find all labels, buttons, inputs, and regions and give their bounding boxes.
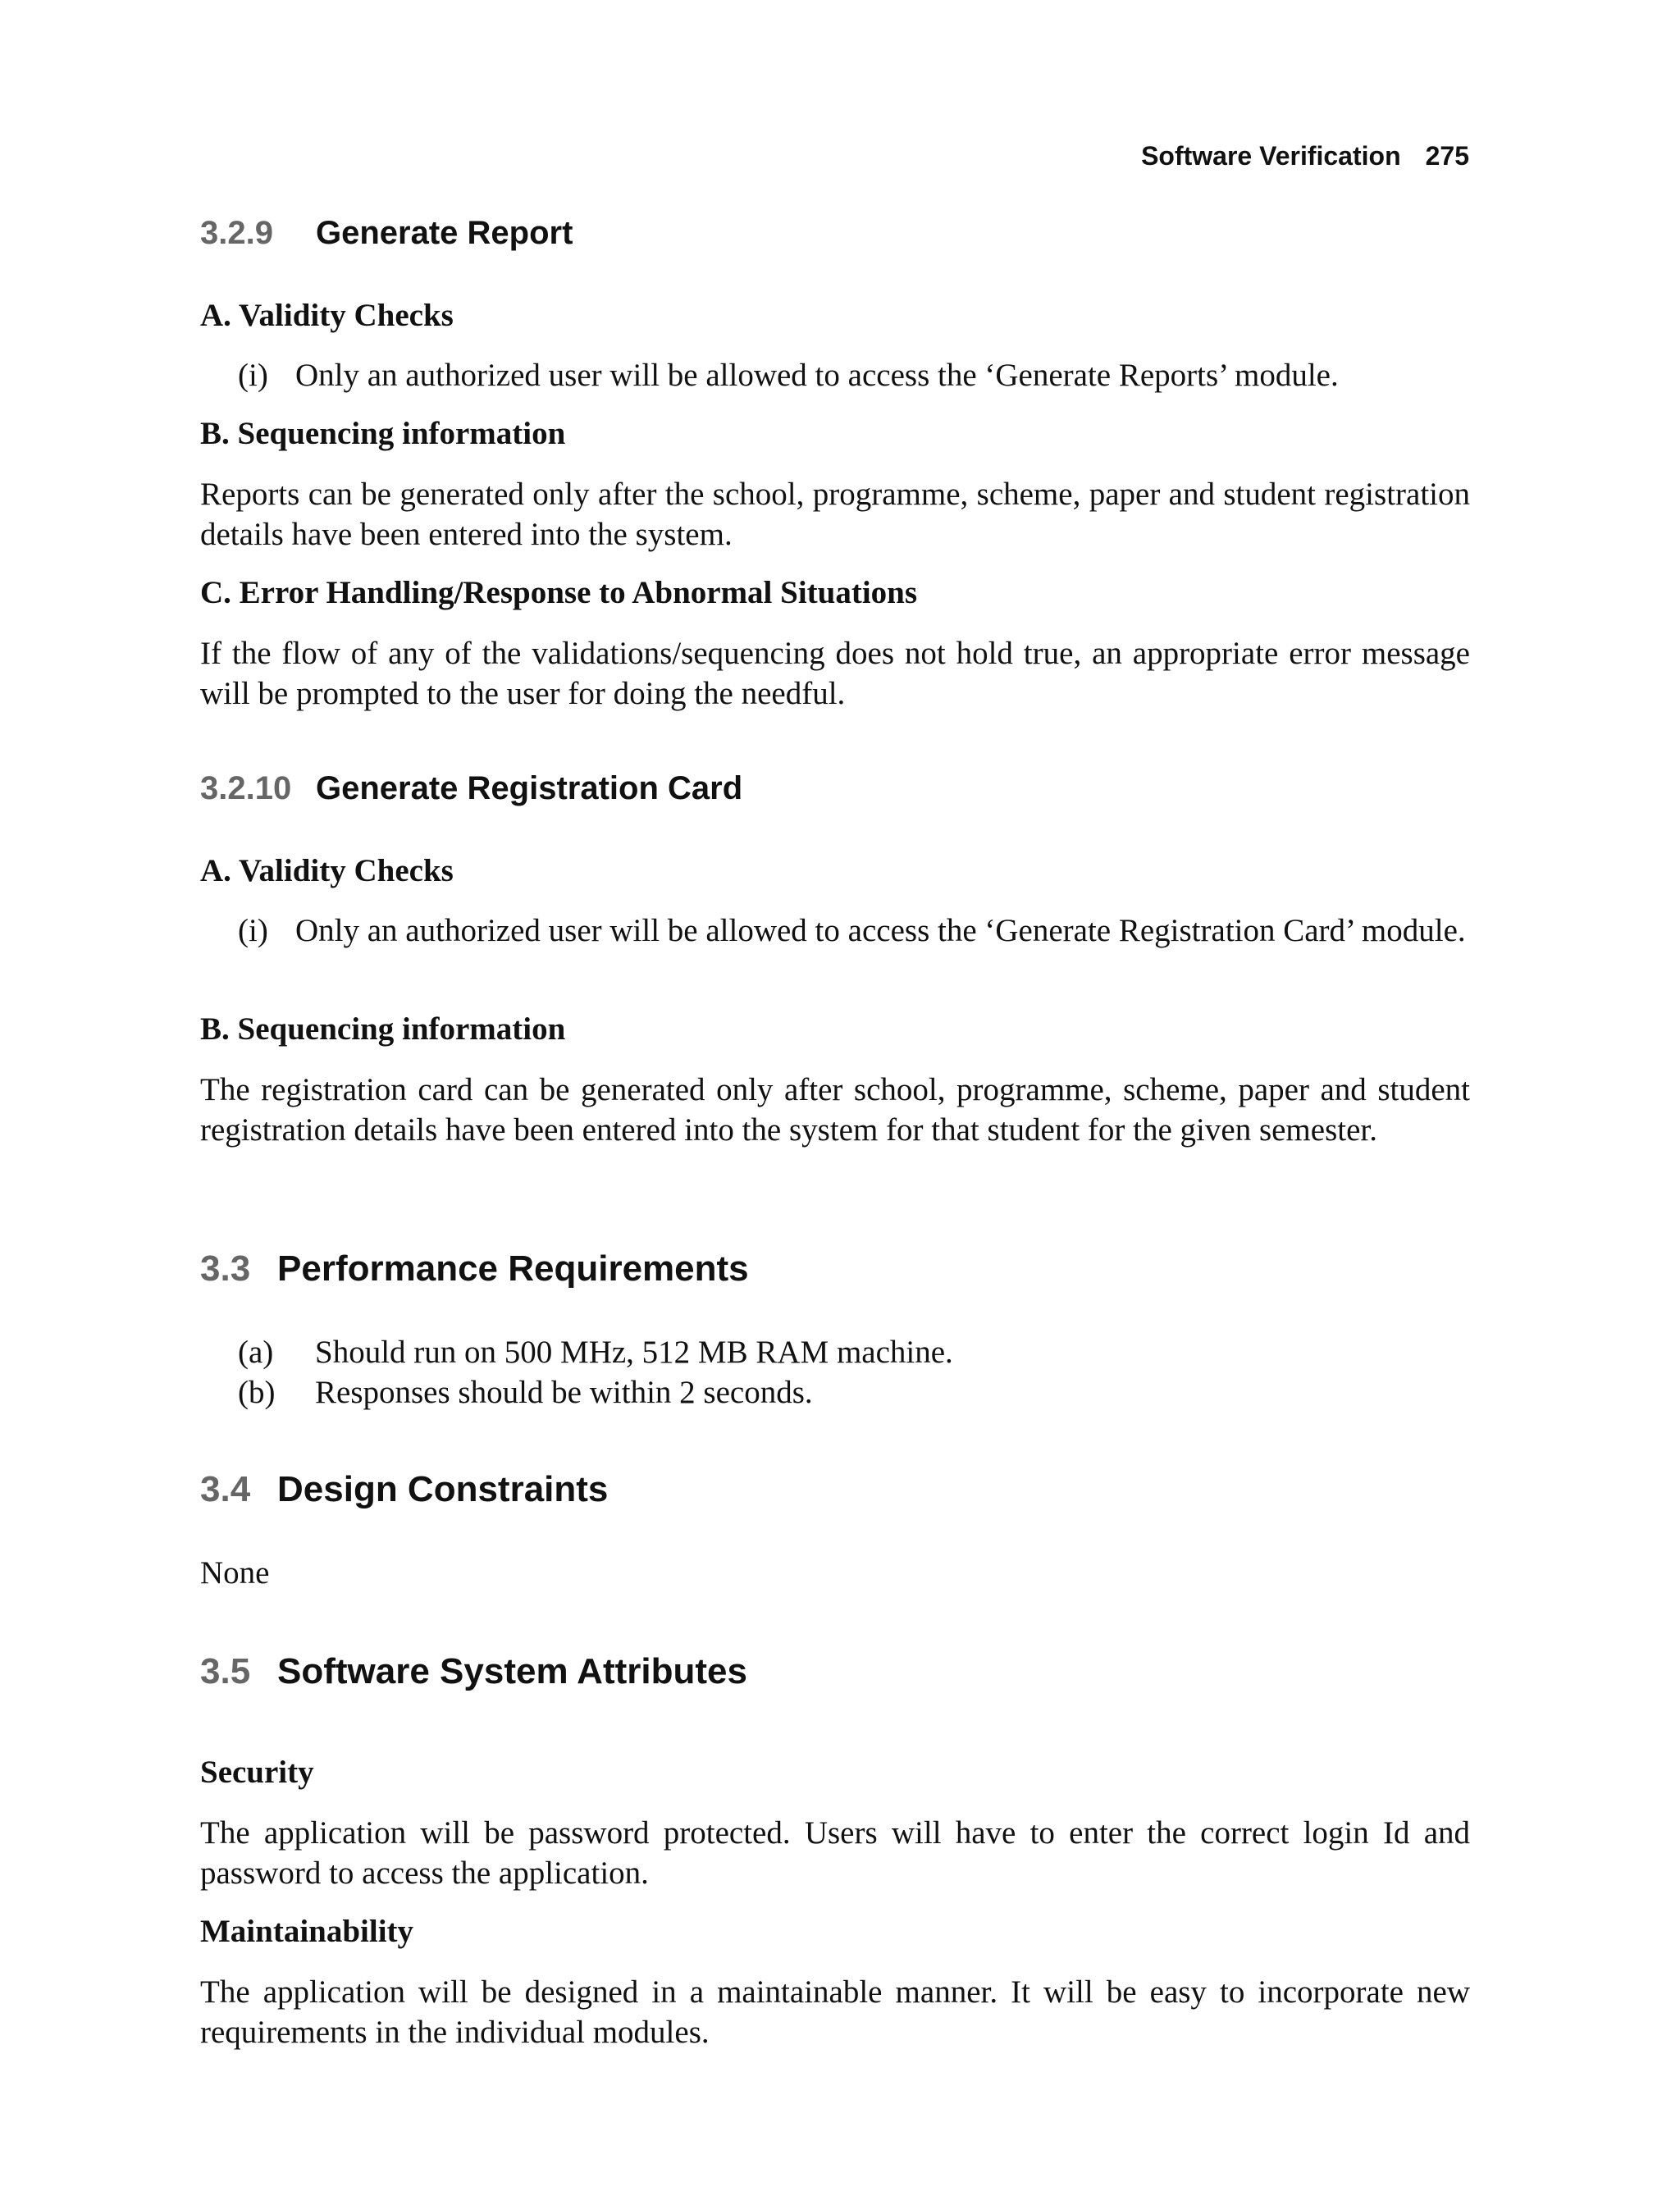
section-heading-3-3	[200, 1248, 749, 1289]
section-heading-3-2-10	[200, 770, 742, 807]
section-number: 3.3	[200, 1248, 251, 1289]
running-header	[1141, 141, 1469, 171]
list-item-label: (i)	[238, 913, 268, 948]
subheading-validity-checks: A. Validity Checks	[200, 853, 454, 888]
paragraph: None	[200, 1555, 270, 1591]
subheading-maintainability: Maintainability	[200, 1914, 414, 1949]
list-item	[238, 1332, 1470, 1372]
section-heading-3-5	[200, 1651, 747, 1692]
section-title: Generate Registration Card	[316, 770, 743, 806]
section-heading-3-4	[200, 1469, 608, 1510]
section-number: 3.2.9	[200, 215, 273, 251]
list-item-label: (b)	[238, 1375, 276, 1410]
list-item	[238, 355, 1470, 395]
paragraph: Reports can be generated only after the school, programme, scheme, paper and student registration details have been entered into the system.	[200, 477, 1470, 552]
section-number: 3.2.10	[200, 770, 292, 806]
list-item	[238, 911, 1470, 991]
subheading-security: Security	[200, 1755, 314, 1790]
section-number: 3.5	[200, 1651, 251, 1691]
list-item	[238, 1372, 1470, 1413]
section-title: Design Constraints	[277, 1469, 609, 1509]
section-title: Software System Attributes	[277, 1651, 747, 1691]
list-item-text: Should run on 500 MHz, 512 MB RAM machine.	[315, 1335, 953, 1370]
section-title: Generate Report	[316, 215, 573, 251]
section-title: Performance Requirements	[277, 1248, 749, 1289]
list-item-label: (i)	[238, 358, 268, 393]
subheading-sequencing-information: B. Sequencing information	[200, 1011, 566, 1047]
list-item-text: Only an authorized user will be allowed to access the ‘Generate Reports’ module.	[295, 358, 1339, 393]
list-item-text: Only an authorized user will be allowed to access the ‘Generate Registration Card’ module.	[295, 913, 1466, 948]
paragraph: The application will be password protected. Users will have to enter the correct login Id and password to access the application.	[200, 1815, 1470, 1891]
list-item-label: (a)	[238, 1335, 274, 1370]
subheading-sequencing-information: B. Sequencing information	[200, 416, 566, 451]
paragraph: The application will be designed in a maintainable manner. It will be easy to incorporate new requirements in the individual modules.	[200, 1974, 1470, 2050]
section-number: 3.4	[200, 1469, 251, 1509]
subheading-error-handling: C. Error Handling/Response to Abnormal Situations	[200, 575, 918, 610]
page-number: 275	[1425, 141, 1469, 171]
paragraph: If the flow of any of the validations/sequencing does not hold true, an appropriate error message will be prompted to the user for doing the needful.	[200, 636, 1470, 711]
list-item-text: Responses should be within 2 seconds.	[315, 1375, 813, 1410]
subheading-validity-checks: A. Validity Checks	[200, 298, 454, 333]
section-heading-3-2-9	[200, 215, 573, 252]
running-title: Software Verification	[1141, 141, 1401, 171]
paragraph: The registration card can be generated only after school, programme, scheme, paper and student registration details have been entered into the system for that student for the given semester.	[200, 1072, 1470, 1148]
